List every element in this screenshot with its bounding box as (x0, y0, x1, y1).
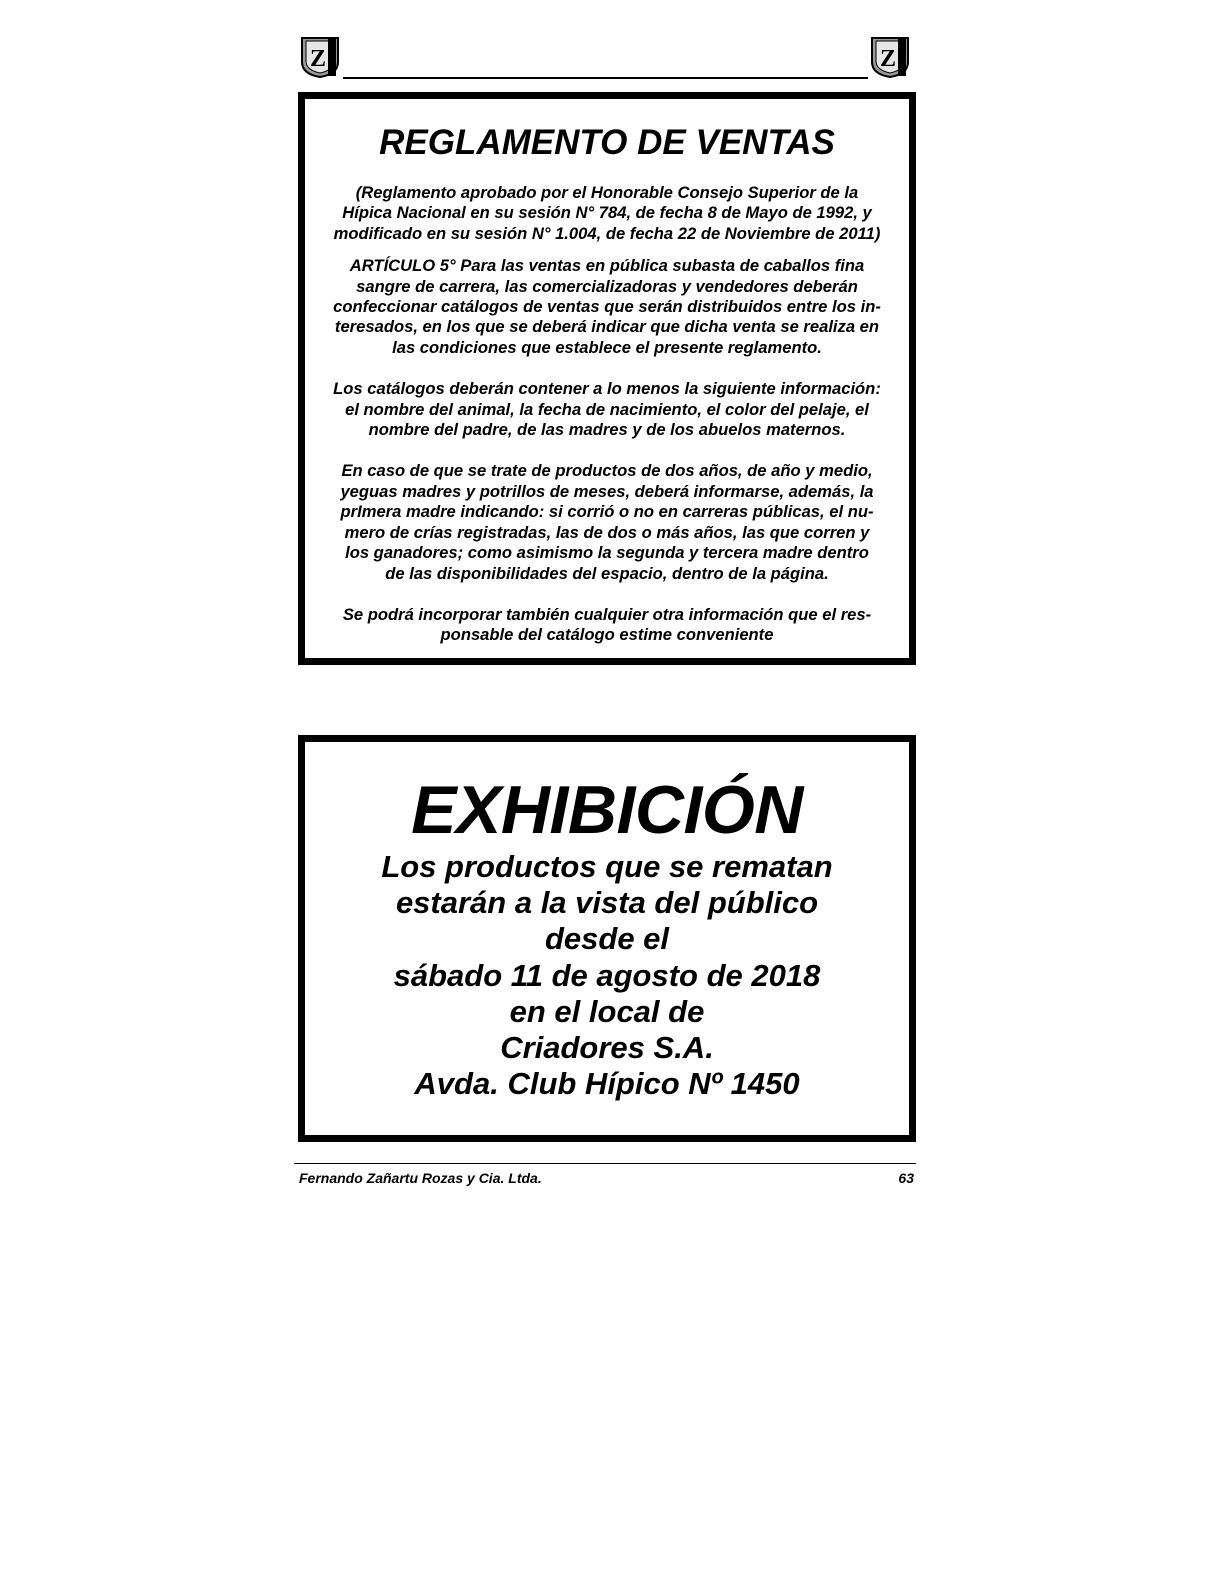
text-line: de las disponibilidades del espacio, dentro de la página. (385, 563, 829, 583)
header-rule (343, 77, 868, 79)
exhibicion-line: desde el (544, 921, 670, 957)
company-logo-right (868, 36, 912, 78)
shield-z-icon (298, 36, 342, 78)
text-line: sangre de carrera, las comercializadoras y vendedores deberán (356, 276, 858, 296)
shield-z-icon (868, 36, 912, 78)
text-line: prImera madre indicando: si corrió o no en carreras públicas, el nu- (340, 502, 874, 522)
svg-text:Z: Z (309, 46, 327, 72)
text-line: mero de crías registradas, las de dos o más años, las que corren y (344, 522, 870, 542)
exhibicion-box (298, 735, 916, 1142)
company-logo-left (298, 36, 342, 78)
exhibicion-line: en el local de (509, 993, 705, 1029)
text-line: ponsable del catálogo estime conveniente (440, 625, 774, 645)
articulo-paragraph (315, 256, 899, 358)
reglamento-body (315, 183, 899, 667)
text-line: nombre del padre, de las madres y de los abuelos maternos. (368, 420, 846, 440)
text-line: los ganadores; como asimismo la segunda y tercera madre dentro (345, 543, 869, 563)
reglamento-title: REGLAMENTO DE VENTAS (379, 123, 835, 162)
catalogos-paragraph (315, 379, 899, 440)
exhibicion-body (305, 849, 909, 1102)
exhibicion-title: EXHIBICIÓN (411, 772, 803, 848)
svg-text:Z: Z (879, 46, 897, 72)
text-line: (Reglamento aprobado por el Honorable Consejo Superior de la (355, 183, 859, 202)
text-line: yeguas madres y potrillos de meses, deberá informarse, además, la (340, 481, 874, 501)
text-line: teresados, en los que se deberá indicar que dicha venta se realiza en (334, 317, 880, 337)
footer-rule (294, 1163, 916, 1164)
text-line: confeccionar catálogos de ventas que serán distribuidos entre los in- (333, 297, 881, 317)
exhibicion-line: Los productos que se rematan (381, 849, 833, 884)
caso-paragraph (315, 461, 899, 583)
exhibicion-line: Avda. Club Hípico Nº 1450 (414, 1066, 800, 1102)
reglamento-box (298, 92, 916, 665)
exhibicion-line: Criadores S.A. (500, 1030, 714, 1066)
text-line: modificado en su sesión N° 1.004, de fecha 22 de Noviembre de 2011) (333, 223, 881, 243)
text-line: Hípica Nacional en su sesión N° 784, de fecha 8 de Mayo de 1992, y (342, 203, 872, 223)
text-line: ARTÍCULO 5° Para las ventas en pública subasta de caballos fina (349, 256, 865, 276)
exhibicion-line: sábado 11 de agosto de 2018 (393, 957, 821, 993)
page-number: 63 (898, 1170, 914, 1186)
reglamento-intro (315, 183, 899, 244)
text-line: Los catálogos deberán contener a lo menos la siguiente información: (333, 379, 881, 399)
otra-info-paragraph (315, 605, 899, 646)
footer-company: Fernando Zañartu Rozas y Cia. Ltda. (299, 1170, 542, 1186)
text-line: Se podrá incorporar también cualquier otra información que el res- (342, 604, 872, 624)
exhibicion-line: estarán a la vista del público (395, 885, 819, 921)
text-line: las condiciones que establece el presente reglamento. (392, 337, 822, 357)
text-line: el nombre del animal, la fecha de nacimiento, el color del pelaje, el (345, 399, 869, 419)
text-line: En caso de que se trate de productos de dos años, de año y medio, (341, 461, 873, 481)
